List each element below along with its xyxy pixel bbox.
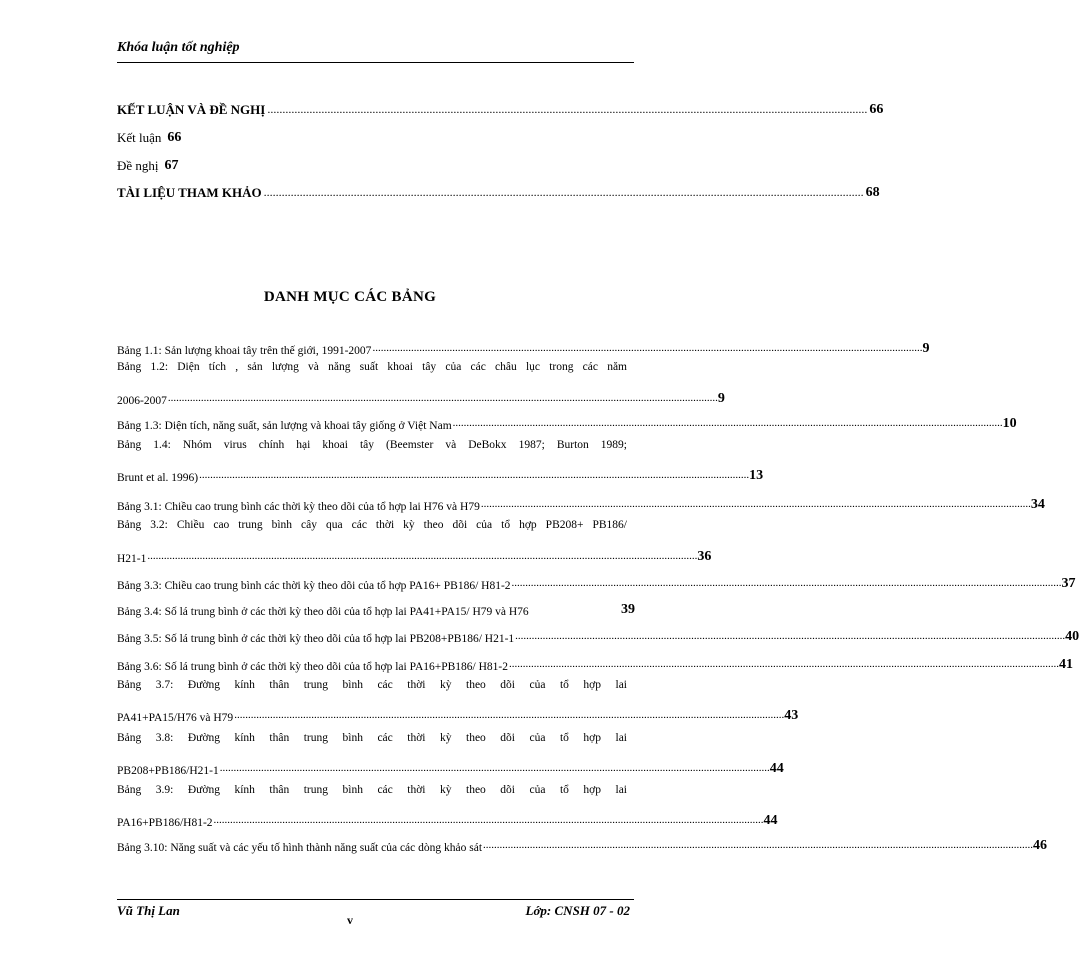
- entry-text: Bảng 3.9: Đường kính thân trung bình các thời kỳ theo dõi của tổ hợp lai: [117, 784, 627, 796]
- toc-label: TÀI LIỆU THAM KHẢO: [117, 185, 262, 200]
- table-entry: [117, 732, 784, 777]
- table-entry: [117, 598, 635, 618]
- table-entry: [117, 412, 1017, 432]
- table-entry: [117, 625, 1079, 645]
- dot-leader: ........................................................................................................................................................................................................: [511, 577, 1062, 589]
- entry-text: Bảng 3.3: Chiều cao trung bình các thời kỳ theo dõi của tổ hợp PA16+ PB186/ H81-2: [117, 580, 511, 592]
- footer-page-number: v: [347, 913, 353, 927]
- entry-text: Bảng 3.8: Đường kính thân trung bình các thời kỳ theo dõi của tổ hợp lai: [117, 732, 627, 744]
- entry-page: 41: [1059, 657, 1073, 672]
- table-entry: [117, 337, 930, 357]
- toc-page: 67: [164, 158, 179, 173]
- entry-text: Bảng 3.6: Số lá trung bình ở các thời kỳ theo dõi của tổ hợp lai PA16+PB186/ H81-2: [117, 661, 508, 673]
- entry-page: 9: [717, 391, 725, 406]
- table-entry: [117, 653, 1073, 673]
- header-title: Khóa luận tốt nghiệp: [117, 40, 240, 55]
- entry-page: 10: [1002, 416, 1017, 431]
- footer-author: Vũ Thị Lan: [117, 903, 180, 918]
- entry-page: 46: [1033, 838, 1048, 853]
- entry-text: Bảng 3.1: Chiều cao trung bình các thời kỳ theo dõi của tổ hợp lai H76 và H79: [117, 501, 480, 513]
- entry-page: 44: [769, 761, 784, 776]
- entry-text: PA16+PB186/H81-2: [117, 817, 213, 829]
- table-entry: [117, 572, 1076, 592]
- footer-class: Lớp: CNSH 07 - 02: [525, 903, 630, 918]
- entry-text: PA41+PA15/H76 và H79: [117, 712, 234, 724]
- entry-text: Bảng 1.2: Diện tích , sản lượng và năng suất khoai tây của các châu lục trong các năm: [117, 361, 627, 373]
- dot-leader: ........................................................................................................................................................................................................: [452, 417, 1003, 429]
- entry-text: Bảng 1.3: Diện tích, năng suất, sản lượng và khoai tây giống ở Việt Nam: [117, 420, 452, 432]
- dot-leader: ........................................................................................................................................................................................................: [263, 185, 864, 199]
- table-entry: [117, 519, 712, 565]
- toc-label: Đề nghị: [117, 158, 159, 173]
- entry-page: 44: [763, 813, 778, 828]
- entry-text: 2006-2007: [117, 395, 167, 407]
- toc-label: Kết luận: [117, 130, 162, 145]
- dot-leader: ........................................................................................................................................................................................................: [372, 342, 923, 354]
- dot-leader: ........................................................................................................................................................................................................: [234, 709, 785, 721]
- dot-leader: ........................................................................................................................................................................................................: [147, 550, 698, 562]
- dot-leader: ........................................................................................................................................................................................................: [219, 762, 770, 774]
- entry-page: 37: [1061, 576, 1076, 591]
- toc-entry-de-nghi: [117, 152, 635, 174]
- entry-text: PB208+PB186/H21-1: [117, 765, 219, 777]
- entry-text: Bảng 1.1: Sản lượng khoai tây trên thế giới, 1991-2007: [117, 345, 372, 357]
- toc-page: 66: [167, 130, 182, 145]
- entry-page: 39: [621, 602, 635, 617]
- dot-leader: ........................................................................................................................................................................................................: [199, 469, 750, 481]
- entry-text: H21-1: [117, 553, 147, 565]
- entry-page: 9: [922, 341, 930, 356]
- toc-label: KẾT LUẬN VÀ ĐỀ NGHỊ: [117, 102, 266, 117]
- entry-page: 36: [697, 549, 712, 564]
- toc-page: 66: [869, 102, 884, 117]
- entry-page: 40: [1065, 629, 1079, 644]
- table-entry: [117, 493, 1045, 513]
- dot-leader: ........................................................................................................................................................................................................: [267, 102, 868, 116]
- section-title: DANH MỤC CÁC BẢNG: [263, 289, 437, 305]
- dot-leader: ........................................................................................................................................................................................................: [509, 658, 1059, 670]
- dot-leader: ........................................................................................................................................................................................................: [483, 839, 1034, 851]
- entry-text: Brunt et al. 1996): [117, 472, 199, 484]
- entry-text: Bảng 1.4: Nhóm virus chính hại khoai tây (Beemster và DeBokx 1987; Burton 1989;: [117, 439, 627, 451]
- table-entry: [117, 784, 778, 829]
- toc-entry-ket-luan: [117, 124, 635, 146]
- entry-text: Bảng 3.4: Số lá trung bình ở các thời kỳ theo dõi của tổ hợp lai PA41+PA15/ H79 và H76: [117, 606, 529, 618]
- dot-leader: ........................................................................................................................................................................................................: [213, 814, 764, 826]
- toc-entry-conclusion: [117, 96, 884, 118]
- toc-entry-references: [117, 179, 880, 201]
- entry-text: Bảng 3.5: Số lá trung bình ở các thời kỳ theo dõi của tổ hợp lai PB208+PB186/ H21-1: [117, 633, 515, 645]
- entry-text: Bảng 3.7: Đường kính thân trung bình các thời kỳ theo dõi của tổ hợp lai: [117, 679, 627, 691]
- footer-divider: [117, 899, 634, 900]
- table-entry: [117, 834, 1048, 854]
- entry-page: 13: [749, 468, 764, 483]
- header-divider: [117, 62, 634, 63]
- entry-text: Bảng 3.2: Chiều cao trung bình cây qua các thời kỳ theo dõi của tổ hợp PB208+ PB186/: [117, 519, 627, 531]
- table-entry: [117, 439, 764, 484]
- dot-leader: ........................................................................................................................................................................................................: [167, 392, 718, 404]
- table-entry: [117, 679, 799, 724]
- table-entry: [117, 361, 725, 407]
- entry-text: Bảng 3.10: Năng suất và các yếu tố hình thành năng suất của các dòng khảo sát: [117, 842, 483, 854]
- dot-leader: ........................................................................................................................................................................................................: [480, 498, 1031, 510]
- entry-page: 34: [1030, 497, 1045, 512]
- entry-page: 43: [784, 708, 799, 723]
- dot-leader: ........................................................................................................................................................................................................: [515, 630, 1066, 642]
- toc-page: 68: [865, 185, 880, 200]
